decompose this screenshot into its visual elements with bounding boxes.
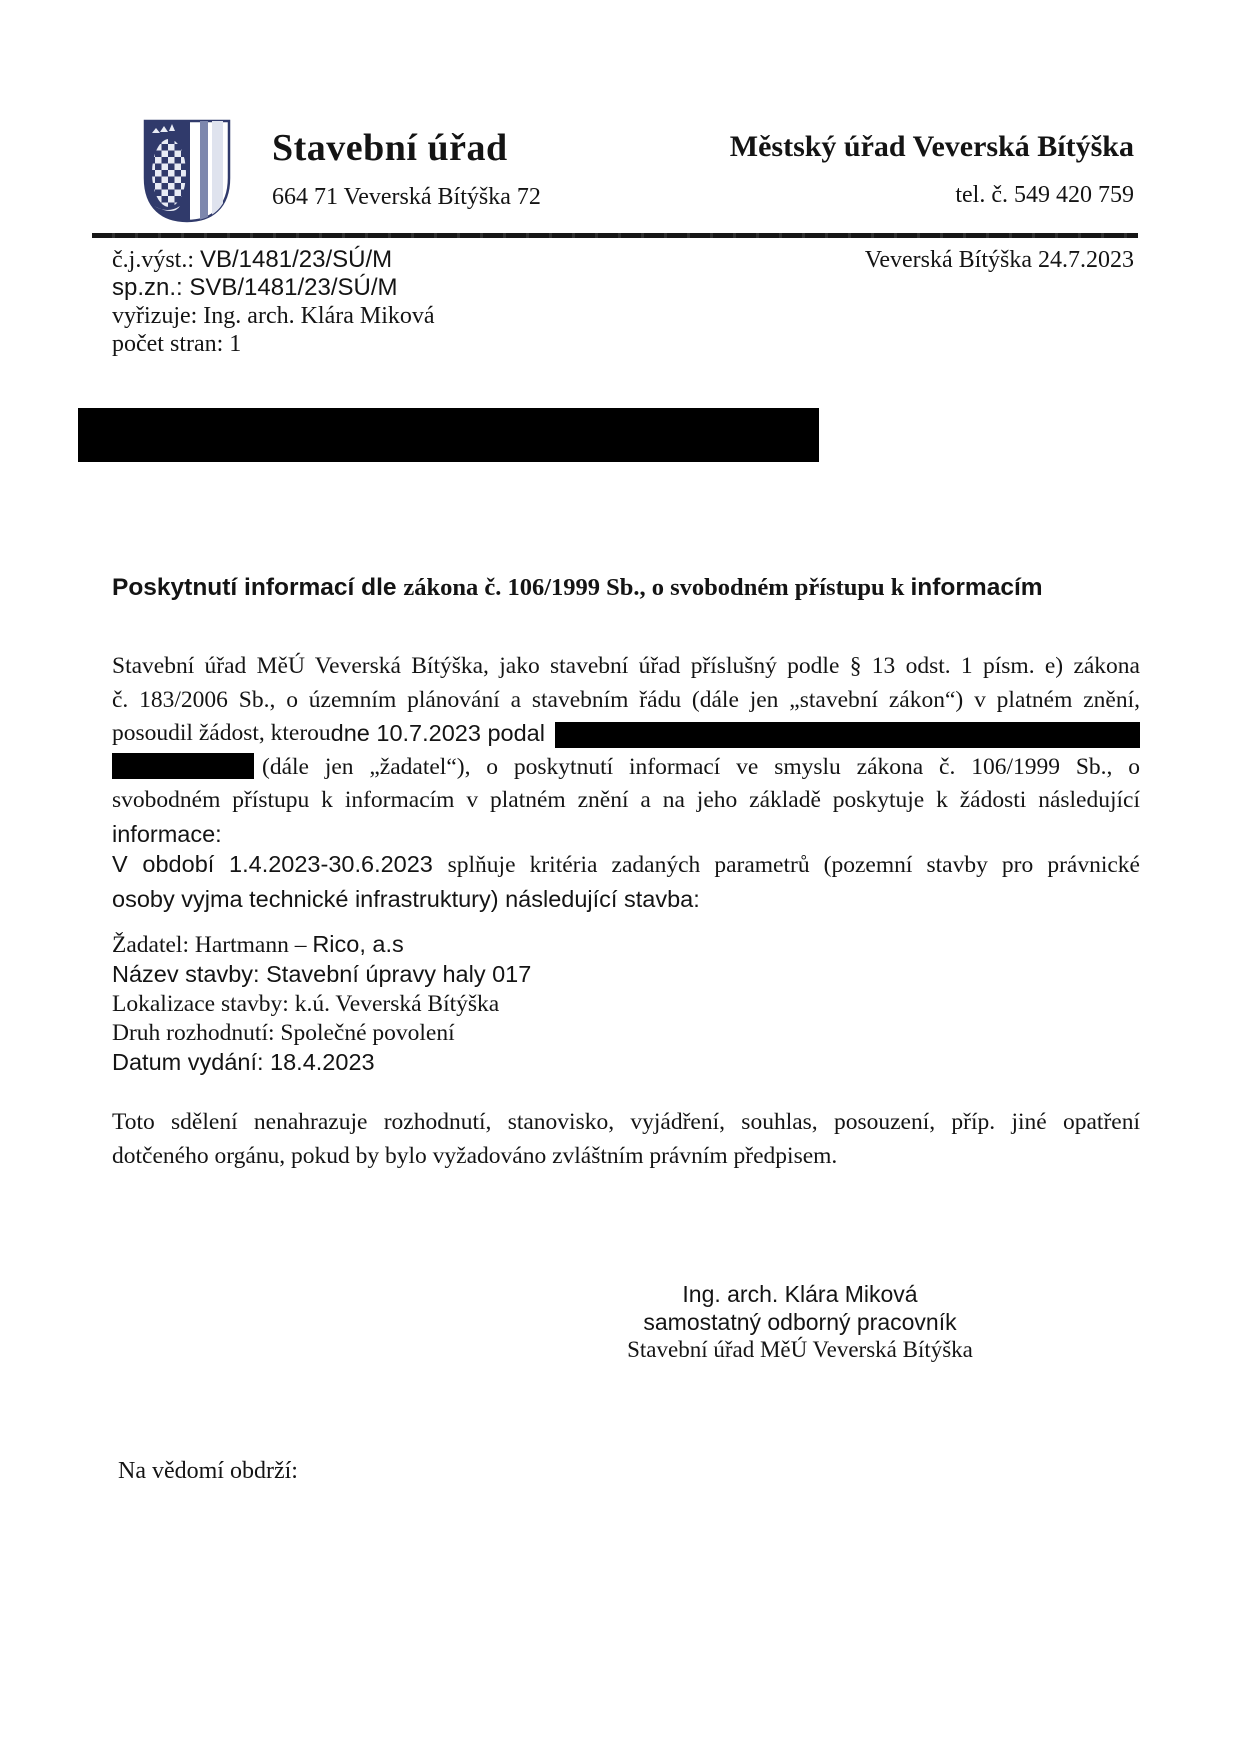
- coat-of-arms-icon: [142, 118, 232, 224]
- paragraph-intro: [112, 650, 1140, 851]
- subject-part3: informacím: [910, 574, 1043, 601]
- signatory-office: Stavební úřad MěÚ Veverská Bítýška: [627, 1337, 973, 1362]
- redaction-bar-addressee: [78, 408, 819, 462]
- cc-label: Na vědomí obdrží:: [118, 1458, 298, 1484]
- sender-block: [272, 126, 541, 211]
- place-date: Veverská Bítýška 24.7.2023: [864, 247, 1134, 273]
- list-text: Rico, a.s: [312, 931, 404, 957]
- paragraph-line: č. 183/2006 Sb., o územním plánování a stavebním řádu (dále jen „stavební zákon“) v platném znění,: [112, 686, 1140, 713]
- paragraph-line: Stavební úřad MěÚ Veverská Bítýška, jako stavební úřad příslušný podle § 13 odst. 1 písm. e) zákona: [112, 653, 1140, 679]
- subject-part2: zákona č. 106/1999 Sb., o svobodném přístupu k: [403, 574, 911, 601]
- paragraph-line: informace:: [112, 820, 222, 847]
- signatory-position: samostatný odborný pracovník: [643, 1308, 957, 1335]
- paragraph-line: [112, 751, 1140, 785]
- authority-phone: tel. č. 549 420 759: [955, 182, 1134, 208]
- paragraph-criteria: [112, 848, 1140, 916]
- authority-block: [730, 130, 1134, 209]
- page-count-line: počet stran: 1: [112, 331, 242, 357]
- info-list: [112, 930, 1140, 1077]
- file-number-label: č.j.výst.:: [112, 247, 194, 273]
- paragraph-line: [112, 717, 1140, 751]
- office-name: Stavební úřad: [272, 127, 508, 169]
- paragraph-text: splňuje kritéria zadaných parametrů (pozemní stavby pro právnické: [447, 852, 1140, 878]
- redaction-bar-applicant-lead: [112, 753, 254, 779]
- paragraph-line: osoby vyjma technické infrastruktury) následující stavba:: [112, 885, 700, 912]
- paragraph-line: [112, 848, 1140, 883]
- handled-by-line: vyřizuje: Ing. arch. Klára Miková: [112, 303, 435, 329]
- list-item-construction-name: Název stavby: Stavební úpravy haly 017: [112, 961, 532, 988]
- file-number-value: VB/1481/23/SÚ/M: [200, 246, 393, 273]
- header-divider: [92, 233, 1138, 238]
- list-item-applicant: [112, 930, 1140, 960]
- list-item-issue-date: Datum vydání: 18.4.2023: [112, 1049, 375, 1076]
- paragraph-line: dotčeného orgánu, pokud by bylo vyžadováno zvláštním právním předpisem.: [112, 1142, 838, 1169]
- case-number-line: sp.zn.: SVB/1481/23/SÚ/M: [112, 274, 398, 301]
- list-item-location: Lokalizace stavby: k.ú. Veverská Bítýška: [112, 990, 500, 1017]
- subject-line: [112, 574, 1043, 602]
- signature-block: [560, 1281, 1040, 1364]
- paragraph-disclaimer: [112, 1106, 1140, 1173]
- signatory-name: Ing. arch. Klára Miková: [682, 1281, 918, 1307]
- office-address: 664 71 Veverská Bítýška 72: [272, 184, 541, 210]
- paragraph-text: posoudil žádost, kterou: [112, 720, 331, 746]
- file-number-row: [112, 246, 1134, 274]
- paragraph-text: (dále jen „žadatel“), o poskytnutí informací ve smyslu zákona č. 106/1999 Sb., o: [262, 753, 1140, 780]
- paragraph-text: V období 1.4.2023-30.6.2023: [112, 851, 448, 877]
- paragraph-line: svobodném přístupu k informacím v platném znění a na jeho základě poskytuje k žádosti následující: [112, 787, 1140, 813]
- list-text: Žadatel: Hartmann –: [112, 932, 313, 958]
- subject-part1: Poskytnutí informací dle: [112, 574, 404, 601]
- redaction-bar-applicant: [555, 722, 1140, 748]
- paragraph-line: Toto sdělení nenahrazuje rozhodnutí, stanovisko, vyjádření, souhlas, posouzení, příp. jiné opatření: [112, 1109, 1140, 1135]
- paragraph-text: dne 10.7.2023 podal: [330, 720, 545, 746]
- authority-name: Městský úřad Veverská Bítýška: [729, 130, 1134, 163]
- reference-block: [112, 246, 1134, 358]
- list-item-decision-type: Druh rozhodnutí: Společné povolení: [112, 1019, 455, 1046]
